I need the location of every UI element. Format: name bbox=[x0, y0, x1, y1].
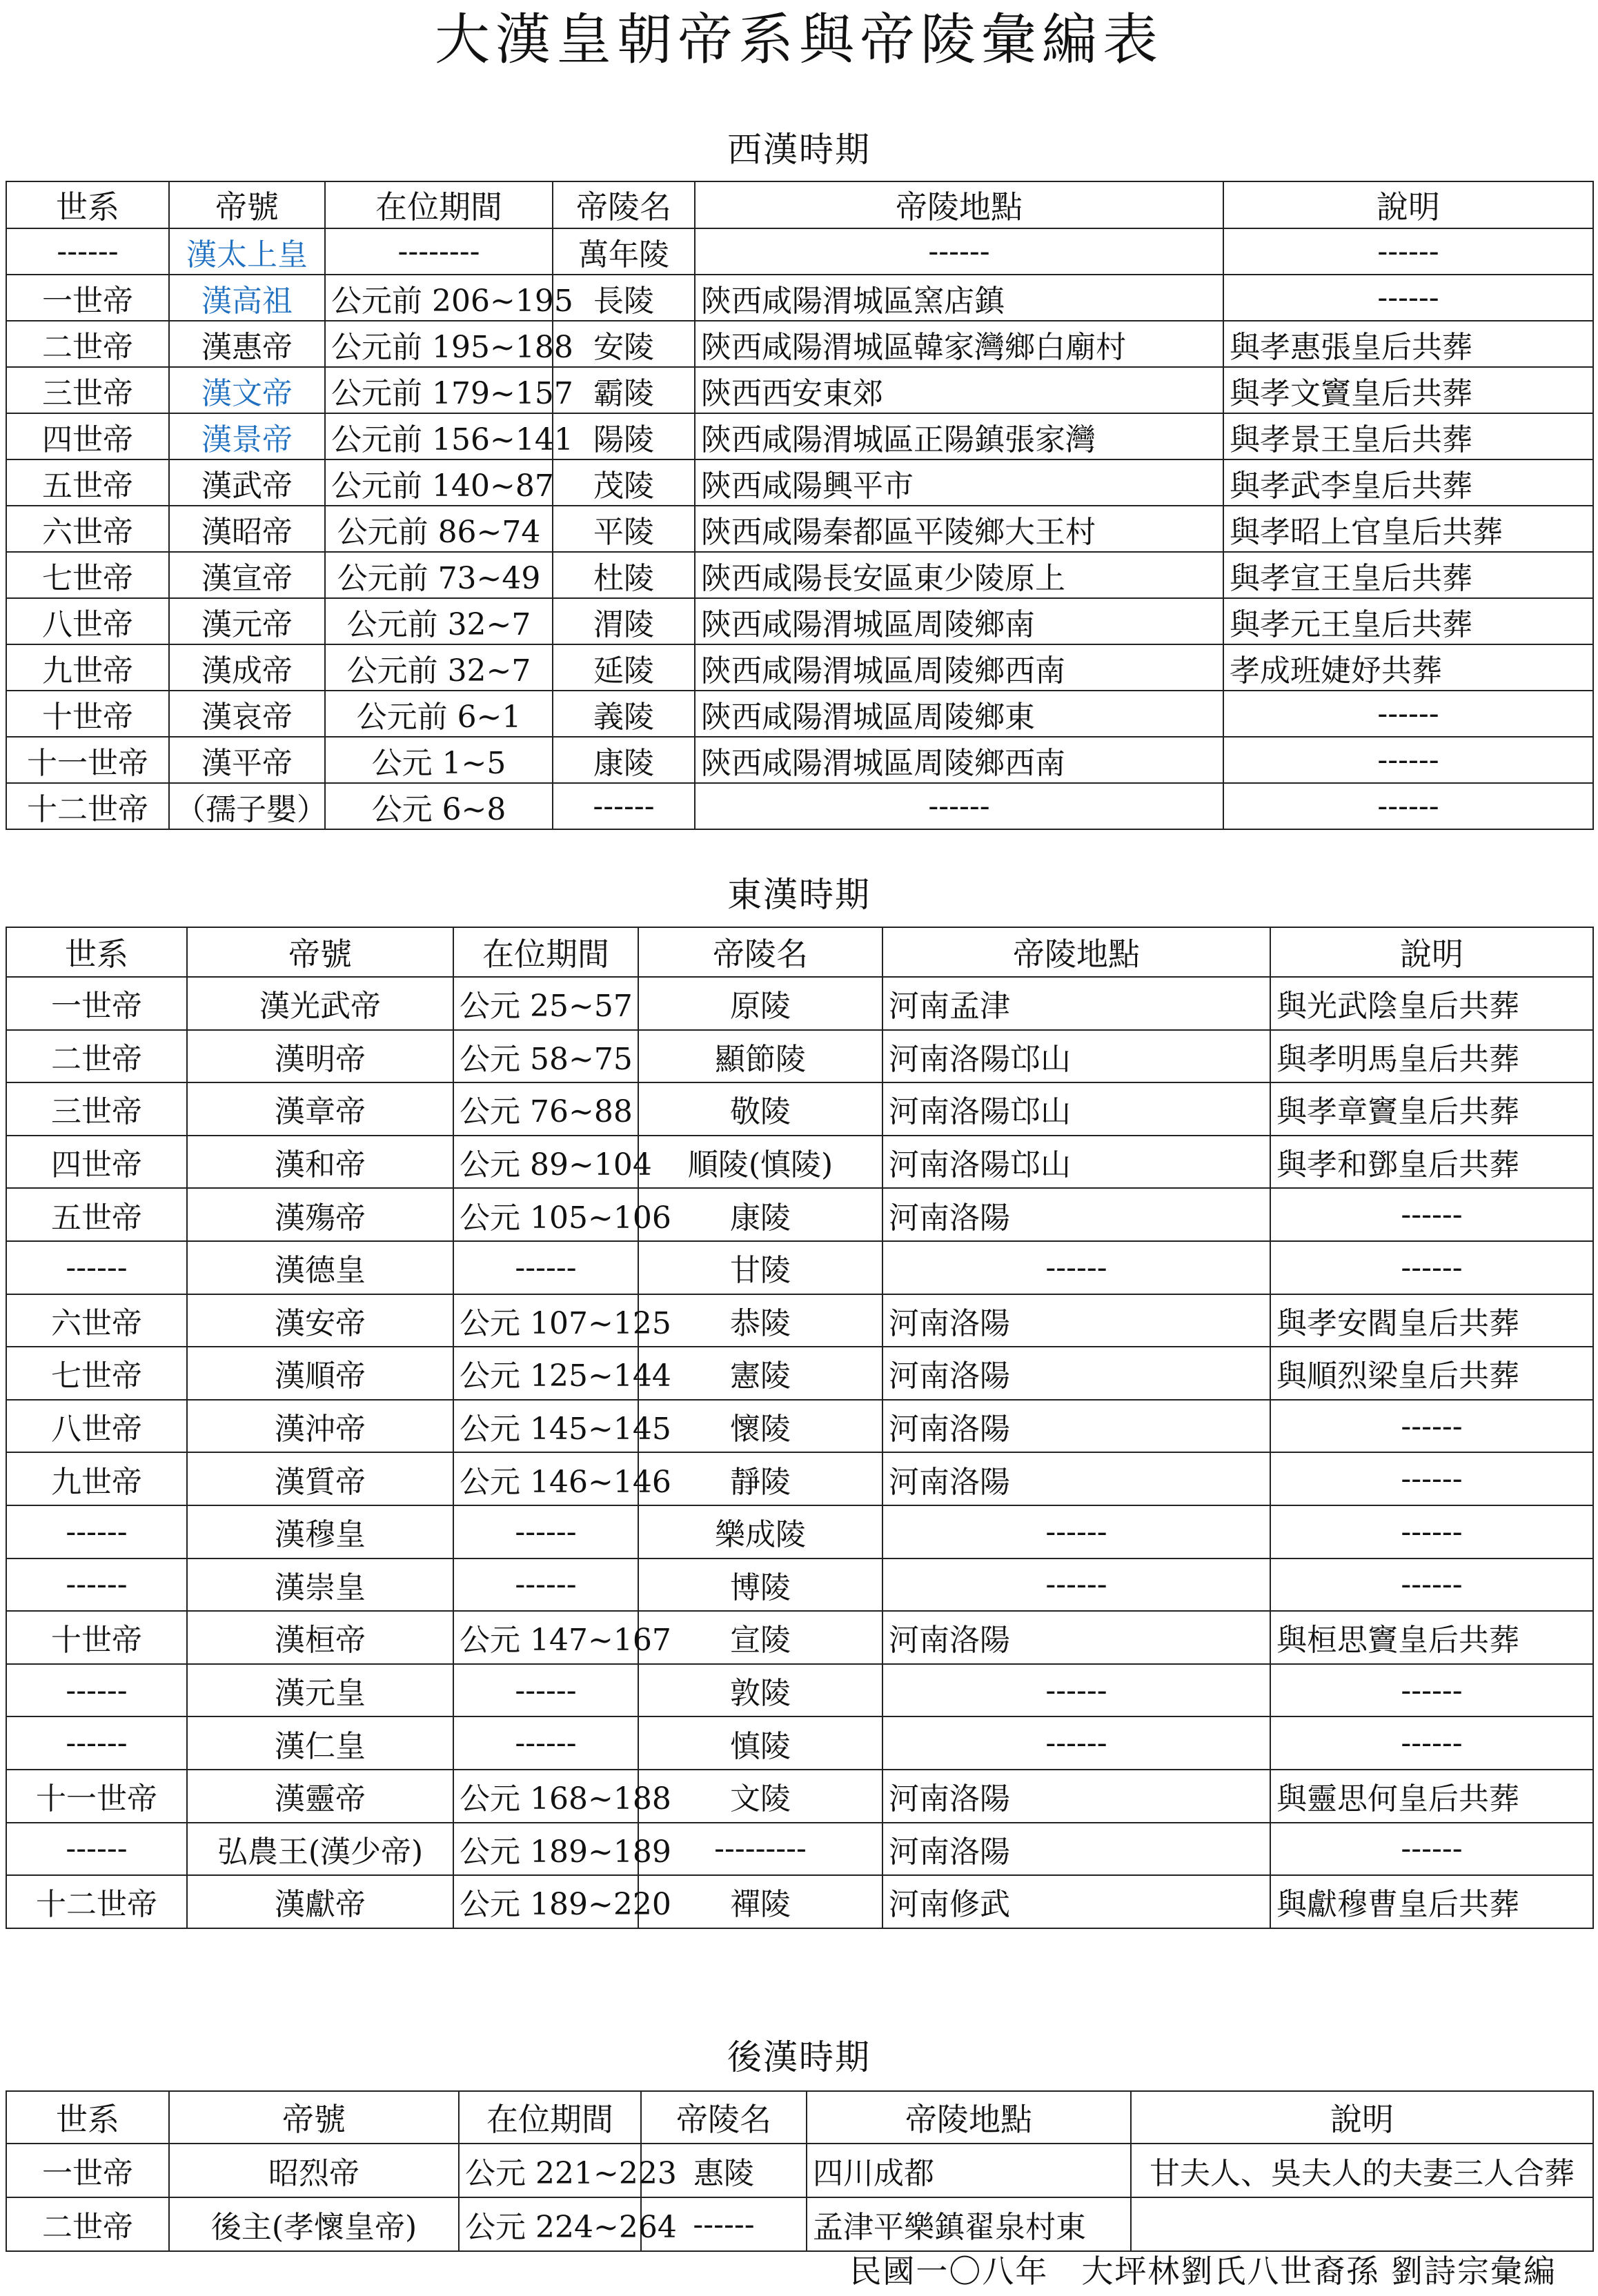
reign-period-cell: 公元 89~104 bbox=[453, 1136, 638, 1189]
tomb-name-cell: 順陵(慎陵) bbox=[638, 1136, 882, 1189]
notes-cell: 與孝惠張皇后共葬 bbox=[1223, 321, 1593, 367]
generation-cell: 七世帝 bbox=[6, 1347, 187, 1400]
tomb-name-cell: 杜陵 bbox=[553, 552, 695, 598]
reign-period-cell: 公元前 86~74 bbox=[325, 506, 553, 552]
tomb-location-cell: 河南洛陽 bbox=[882, 1347, 1270, 1400]
header-reign-period: 在位期間 bbox=[453, 927, 638, 977]
table-row bbox=[6, 2144, 1593, 2197]
reign-period-cell: -------- bbox=[325, 228, 553, 275]
generation-cell: 九世帝 bbox=[6, 1452, 187, 1505]
tomb-name-cell: 延陵 bbox=[553, 644, 695, 691]
header-emperor-title: 帝號 bbox=[169, 2091, 459, 2144]
table-row bbox=[6, 1030, 1593, 1083]
tomb-name-cell: 博陵 bbox=[638, 1558, 882, 1612]
tomb-location-cell: 孟津平樂鎮翟泉村東 bbox=[807, 2197, 1131, 2251]
notes-cell: 與獻穆曹皇后共葬 bbox=[1270, 1875, 1593, 1928]
tomb-location-cell: ------ bbox=[695, 783, 1223, 829]
reign-period-cell: 公元前 195~188 bbox=[325, 321, 553, 367]
tomb-location-cell: 陝西咸陽興平市 bbox=[695, 459, 1223, 506]
emperor-title-cell: 漢昭帝 bbox=[169, 506, 325, 552]
tomb-name-cell: 渭陵 bbox=[553, 598, 695, 644]
table-row bbox=[6, 1188, 1593, 1241]
generation-cell: ------ bbox=[6, 1241, 187, 1294]
tomb-location-cell: 陝西咸陽渭城區周陵鄉東 bbox=[695, 691, 1223, 737]
generation-cell: 五世帝 bbox=[6, 1188, 187, 1241]
emperor-title-cell: 漢太上皇 bbox=[169, 228, 325, 275]
emperor-title-cell: 漢桓帝 bbox=[187, 1611, 453, 1664]
table-row bbox=[6, 783, 1593, 829]
table-row bbox=[6, 367, 1593, 413]
tomb-location-cell: ------ bbox=[882, 1558, 1270, 1612]
reign-period-cell: 公元 58~75 bbox=[453, 1030, 638, 1083]
reign-period-cell: 公元 6~8 bbox=[325, 783, 553, 829]
tomb-location-cell: 河南洛陽 bbox=[882, 1294, 1270, 1347]
generation-cell: 四世帝 bbox=[6, 1136, 187, 1189]
notes-cell: 與孝元王皇后共葬 bbox=[1223, 598, 1593, 644]
tomb-location-cell: 河南洛陽 bbox=[882, 1188, 1270, 1241]
notes-cell: 甘夫人、吳夫人的夫妻三人合葬 bbox=[1131, 2144, 1593, 2197]
emperor-title-cell: 漢明帝 bbox=[187, 1030, 453, 1083]
tomb-location-cell: 陝西咸陽渭城區周陵鄉南 bbox=[695, 598, 1223, 644]
table-row bbox=[6, 1241, 1593, 1294]
emperor-title-cell: 漢哀帝 bbox=[169, 691, 325, 737]
table-row bbox=[6, 1875, 1593, 1928]
tomb-name-cell: 禪陵 bbox=[638, 1875, 882, 1928]
reign-period-cell: 公元前 140~87 bbox=[325, 459, 553, 506]
notes-cell: 與孝和鄧皇后共葬 bbox=[1270, 1136, 1593, 1189]
generation-cell: 二世帝 bbox=[6, 321, 169, 367]
tomb-location-cell: ------ bbox=[882, 1241, 1270, 1294]
generation-cell: 十一世帝 bbox=[6, 737, 169, 783]
notes-cell: ------ bbox=[1270, 1188, 1593, 1241]
tomb-name-cell: --------- bbox=[638, 1823, 882, 1876]
tomb-name-cell: 陽陵 bbox=[553, 413, 695, 459]
generation-cell: 三世帝 bbox=[6, 1082, 187, 1136]
emperor-title-cell: 漢穆皇 bbox=[187, 1505, 453, 1558]
generation-cell: 七世帝 bbox=[6, 552, 169, 598]
reign-period-cell: ------ bbox=[453, 1558, 638, 1612]
section-heading-western-han: 西漢時期 bbox=[727, 130, 871, 170]
generation-cell: ------ bbox=[6, 1716, 187, 1770]
notes-cell: 與孝武李皇后共葬 bbox=[1223, 459, 1593, 506]
tomb-name-cell: 安陵 bbox=[553, 321, 695, 367]
table-row bbox=[6, 1452, 1593, 1505]
notes-cell: 與順烈梁皇后共葬 bbox=[1270, 1347, 1593, 1400]
tomb-location-cell: 河南洛陽 bbox=[882, 1611, 1270, 1664]
tomb-name-cell: 康陵 bbox=[638, 1188, 882, 1241]
tomb-name-cell: 樂成陵 bbox=[638, 1505, 882, 1558]
reign-period-cell: ------ bbox=[453, 1664, 638, 1717]
notes-cell: 與孝宣王皇后共葬 bbox=[1223, 552, 1593, 598]
page-title: 大漢皇朝帝系與帝陵彙編表 bbox=[435, 8, 1163, 72]
tomb-location-cell: 陝西咸陽秦都區平陵鄉大王村 bbox=[695, 506, 1223, 552]
emperor-title-cell: 漢沖帝 bbox=[187, 1400, 453, 1453]
notes-cell: ------ bbox=[1223, 691, 1593, 737]
emperor-title-cell: 漢章帝 bbox=[187, 1082, 453, 1136]
tomb-location-cell: 陝西咸陽渭城區韓家灣鄉白廟村 bbox=[695, 321, 1223, 367]
table-row bbox=[6, 1294, 1593, 1347]
emperor-title-cell: 漢安帝 bbox=[187, 1294, 453, 1347]
tomb-name-cell: 甘陵 bbox=[638, 1241, 882, 1294]
section-heading-later-han: 後漢時期 bbox=[727, 2037, 871, 2077]
table-row bbox=[6, 1558, 1593, 1612]
table-row bbox=[6, 2197, 1593, 2251]
tomb-name-cell: 義陵 bbox=[553, 691, 695, 737]
table-row bbox=[6, 977, 1593, 1030]
tomb-name-cell: 文陵 bbox=[638, 1770, 882, 1823]
table-row bbox=[6, 459, 1593, 506]
tomb-name-cell: 長陵 bbox=[553, 275, 695, 321]
emperor-title-cell: 漢文帝 bbox=[169, 367, 325, 413]
tomb-name-cell: 霸陵 bbox=[553, 367, 695, 413]
western-han-table bbox=[6, 181, 1594, 830]
reign-period-cell: 公元 189~189 bbox=[453, 1823, 638, 1876]
notes-cell: ------ bbox=[1223, 275, 1593, 321]
generation-cell: 六世帝 bbox=[6, 1294, 187, 1347]
generation-cell: 五世帝 bbox=[6, 459, 169, 506]
generation-cell: 二世帝 bbox=[6, 2197, 169, 2251]
tomb-name-cell: 懷陵 bbox=[638, 1400, 882, 1453]
generation-cell: 一世帝 bbox=[6, 275, 169, 321]
emperor-title-cell: 漢仁皇 bbox=[187, 1716, 453, 1770]
generation-cell: 十一世帝 bbox=[6, 1770, 187, 1823]
notes-cell: ------ bbox=[1270, 1558, 1593, 1612]
reign-period-cell: 公元 25~57 bbox=[453, 977, 638, 1030]
table-row bbox=[6, 1082, 1593, 1136]
emperor-title-cell: 漢德皇 bbox=[187, 1241, 453, 1294]
reign-period-cell: 公元 224~264 bbox=[459, 2197, 641, 2251]
notes-cell: ------ bbox=[1270, 1823, 1593, 1876]
notes-cell: 與孝昭上官皇后共葬 bbox=[1223, 506, 1593, 552]
table-row bbox=[6, 598, 1593, 644]
table-row bbox=[6, 506, 1593, 552]
header-notes: 說明 bbox=[1223, 181, 1593, 228]
generation-cell: 十二世帝 bbox=[6, 1875, 187, 1928]
header-tomb-name: 帝陵名 bbox=[553, 181, 695, 228]
tomb-location-cell: ------ bbox=[882, 1664, 1270, 1717]
tomb-name-cell: 茂陵 bbox=[553, 459, 695, 506]
later-han-table bbox=[6, 2090, 1594, 2252]
emperor-title-cell: 漢景帝 bbox=[169, 413, 325, 459]
generation-cell: ------ bbox=[6, 1505, 187, 1558]
table-row bbox=[6, 552, 1593, 598]
reign-period-cell: 公元 168~188 bbox=[453, 1770, 638, 1823]
tomb-location-cell: 河南洛陽 bbox=[882, 1452, 1270, 1505]
notes-cell: ------ bbox=[1223, 783, 1593, 829]
emperor-title-cell: 漢宣帝 bbox=[169, 552, 325, 598]
emperor-title-cell: （孺子嬰） bbox=[169, 783, 325, 829]
tomb-name-cell: 宣陵 bbox=[638, 1611, 882, 1664]
emperor-title-cell: 漢殤帝 bbox=[187, 1188, 453, 1241]
emperor-title-cell: 漢靈帝 bbox=[187, 1770, 453, 1823]
emperor-title-cell: 漢元皇 bbox=[187, 1664, 453, 1717]
reign-period-cell: 公元 147~167 bbox=[453, 1611, 638, 1664]
notes-cell: ------ bbox=[1270, 1716, 1593, 1770]
table-row bbox=[6, 1664, 1593, 1717]
reign-period-cell: 公元 125~144 bbox=[453, 1347, 638, 1400]
emperor-title-cell: 漢成帝 bbox=[169, 644, 325, 691]
notes-cell: ------ bbox=[1270, 1452, 1593, 1505]
generation-cell: 十世帝 bbox=[6, 1611, 187, 1664]
generation-cell: 八世帝 bbox=[6, 598, 169, 644]
generation-cell: 八世帝 bbox=[6, 1400, 187, 1453]
tomb-location-cell: 陝西咸陽長安區東少陵原上 bbox=[695, 552, 1223, 598]
header-generation: 世系 bbox=[6, 2091, 169, 2144]
tomb-location-cell: 陝西咸陽渭城區周陵鄉西南 bbox=[695, 644, 1223, 691]
tomb-location-cell: 陝西咸陽渭城區周陵鄉西南 bbox=[695, 737, 1223, 783]
tomb-name-cell: 顯節陵 bbox=[638, 1030, 882, 1083]
emperor-title-cell: 漢獻帝 bbox=[187, 1875, 453, 1928]
notes-cell: 與孝章竇皇后共葬 bbox=[1270, 1082, 1593, 1136]
reign-period-cell: 公元前 73~49 bbox=[325, 552, 553, 598]
tomb-name-cell: 敦陵 bbox=[638, 1664, 882, 1717]
notes-cell: ------ bbox=[1223, 737, 1593, 783]
table-row bbox=[6, 1770, 1593, 1823]
generation-cell: 六世帝 bbox=[6, 506, 169, 552]
table-row bbox=[6, 691, 1593, 737]
notes-cell: 孝成班婕妤共葬 bbox=[1223, 644, 1593, 691]
tomb-name-cell: 原陵 bbox=[638, 977, 882, 1030]
notes-cell bbox=[1131, 2197, 1593, 2251]
tomb-location-cell: 河南洛陽邙山 bbox=[882, 1136, 1270, 1189]
generation-cell: 二世帝 bbox=[6, 1030, 187, 1083]
reign-period-cell: 公元 107~125 bbox=[453, 1294, 638, 1347]
header-emperor-title: 帝號 bbox=[187, 927, 453, 977]
tomb-name-cell: 憲陵 bbox=[638, 1347, 882, 1400]
reign-period-cell: 公元 145~145 bbox=[453, 1400, 638, 1453]
generation-cell: 一世帝 bbox=[6, 977, 187, 1030]
notes-cell: ------ bbox=[1270, 1241, 1593, 1294]
header-generation: 世系 bbox=[6, 927, 187, 977]
generation-cell: 十二世帝 bbox=[6, 783, 169, 829]
tomb-location-cell: 陝西咸陽渭城區窯店鎮 bbox=[695, 275, 1223, 321]
table-row bbox=[6, 413, 1593, 459]
notes-cell: 與孝明馬皇后共葬 bbox=[1270, 1030, 1593, 1083]
table-row bbox=[6, 1136, 1593, 1189]
tomb-location-cell: 河南洛陽邙山 bbox=[882, 1030, 1270, 1083]
tomb-name-cell: ------ bbox=[553, 783, 695, 829]
tomb-name-cell: 敬陵 bbox=[638, 1082, 882, 1136]
tomb-name-cell: 惠陵 bbox=[641, 2144, 807, 2197]
header-tomb-name: 帝陵名 bbox=[638, 927, 882, 977]
notes-cell: 與光武陰皇后共葬 bbox=[1270, 977, 1593, 1030]
table-row bbox=[6, 275, 1593, 321]
tomb-location-cell: 陝西咸陽渭城區正陽鎮張家灣 bbox=[695, 413, 1223, 459]
tomb-location-cell: ------ bbox=[882, 1505, 1270, 1558]
generation-cell: ------ bbox=[6, 228, 169, 275]
header-tomb-location: 帝陵地點 bbox=[807, 2091, 1131, 2144]
notes-cell: 與孝景王皇后共葬 bbox=[1223, 413, 1593, 459]
notes-cell: ------ bbox=[1223, 228, 1593, 275]
header-notes: 說明 bbox=[1131, 2091, 1593, 2144]
emperor-title-cell: 昭烈帝 bbox=[169, 2144, 459, 2197]
emperor-title-cell: 漢和帝 bbox=[187, 1136, 453, 1189]
emperor-title-cell: 弘農王(漢少帝) bbox=[187, 1823, 453, 1876]
notes-cell: 與孝安閻皇后共葬 bbox=[1270, 1294, 1593, 1347]
tomb-name-cell: 慎陵 bbox=[638, 1716, 882, 1770]
generation-cell: 九世帝 bbox=[6, 644, 169, 691]
tomb-location-cell: ------ bbox=[695, 228, 1223, 275]
reign-period-cell: 公元 146~146 bbox=[453, 1452, 638, 1505]
emperor-title-cell: 漢武帝 bbox=[169, 459, 325, 506]
notes-cell: ------ bbox=[1270, 1664, 1593, 1717]
tomb-location-cell: 四川成都 bbox=[807, 2144, 1131, 2197]
notes-cell: 與孝文竇皇后共葬 bbox=[1223, 367, 1593, 413]
notes-cell: ------ bbox=[1270, 1505, 1593, 1558]
emperor-title-cell: 漢順帝 bbox=[187, 1347, 453, 1400]
table-row bbox=[6, 1716, 1593, 1770]
reign-period-cell: 公元前 6~1 bbox=[325, 691, 553, 737]
emperor-title-cell: 漢高祖 bbox=[169, 275, 325, 321]
notes-cell: 與靈思何皇后共葬 bbox=[1270, 1770, 1593, 1823]
tomb-name-cell: 靜陵 bbox=[638, 1452, 882, 1505]
emperor-title-cell: 後主(孝懷皇帝) bbox=[169, 2197, 459, 2251]
tomb-name-cell: ------ bbox=[641, 2197, 807, 2251]
emperor-title-cell: 漢平帝 bbox=[169, 737, 325, 783]
table-row bbox=[6, 1400, 1593, 1453]
tomb-name-cell: 康陵 bbox=[553, 737, 695, 783]
section-heading-eastern-han: 東漢時期 bbox=[727, 875, 871, 915]
reign-period-cell: 公元前 156~141 bbox=[325, 413, 553, 459]
header-emperor-title: 帝號 bbox=[169, 181, 325, 228]
tomb-location-cell: 河南孟津 bbox=[882, 977, 1270, 1030]
table-row bbox=[6, 1823, 1593, 1876]
tomb-location-cell: 河南洛陽 bbox=[882, 1770, 1270, 1823]
tomb-location-cell: 陝西西安東郊 bbox=[695, 367, 1223, 413]
table-row bbox=[6, 1347, 1593, 1400]
reign-period-cell: 公元 189~220 bbox=[453, 1875, 638, 1928]
header-tomb-name: 帝陵名 bbox=[641, 2091, 807, 2144]
reign-period-cell: 公元 221~223 bbox=[459, 2144, 641, 2197]
header-tomb-location: 帝陵地點 bbox=[695, 181, 1223, 228]
reign-period-cell: 公元前 32~7 bbox=[325, 644, 553, 691]
table-row bbox=[6, 737, 1593, 783]
reign-period-cell: ------ bbox=[453, 1505, 638, 1558]
reign-period-cell: 公元 105~106 bbox=[453, 1188, 638, 1241]
generation-cell: 三世帝 bbox=[6, 367, 169, 413]
notes-cell: 與桓思竇皇后共葬 bbox=[1270, 1611, 1593, 1664]
table-row bbox=[6, 321, 1593, 367]
header-reign-period: 在位期間 bbox=[325, 181, 553, 228]
generation-cell: ------ bbox=[6, 1823, 187, 1876]
table-row bbox=[6, 644, 1593, 691]
tomb-location-cell: 河南洛陽 bbox=[882, 1823, 1270, 1876]
generation-cell: ------ bbox=[6, 1558, 187, 1612]
table-row bbox=[6, 1611, 1593, 1664]
tomb-location-cell: ------ bbox=[882, 1716, 1270, 1770]
compiler-credit: 民國一〇八年 大坪林劉氏八世裔孫 劉詩宗彙編 bbox=[849, 2253, 1557, 2290]
reign-period-cell: 公元前 179~157 bbox=[325, 367, 553, 413]
eastern-han-table bbox=[6, 927, 1594, 1929]
emperor-title-cell: 漢崇皇 bbox=[187, 1558, 453, 1612]
table-row bbox=[6, 228, 1593, 275]
tomb-location-cell: 河南洛陽 bbox=[882, 1400, 1270, 1453]
header-tomb-location: 帝陵地點 bbox=[882, 927, 1270, 977]
reign-period-cell: ------ bbox=[453, 1241, 638, 1294]
header-notes: 說明 bbox=[1270, 927, 1593, 977]
reign-period-cell: ------ bbox=[453, 1716, 638, 1770]
tomb-location-cell: 河南洛陽邙山 bbox=[882, 1082, 1270, 1136]
generation-cell: ------ bbox=[6, 1664, 187, 1717]
header-generation: 世系 bbox=[6, 181, 169, 228]
emperor-title-cell: 漢元帝 bbox=[169, 598, 325, 644]
tomb-name-cell: 平陵 bbox=[553, 506, 695, 552]
table-row bbox=[6, 1505, 1593, 1558]
reign-period-cell: 公元前 206~195 bbox=[325, 275, 553, 321]
notes-cell: ------ bbox=[1270, 1400, 1593, 1453]
generation-cell: 十世帝 bbox=[6, 691, 169, 737]
reign-period-cell: 公元前 32~7 bbox=[325, 598, 553, 644]
tomb-name-cell: 萬年陵 bbox=[553, 228, 695, 275]
reign-period-cell: 公元 76~88 bbox=[453, 1082, 638, 1136]
emperor-title-cell: 漢質帝 bbox=[187, 1452, 453, 1505]
generation-cell: 一世帝 bbox=[6, 2144, 169, 2197]
emperor-title-cell: 漢光武帝 bbox=[187, 977, 453, 1030]
emperor-title-cell: 漢惠帝 bbox=[169, 321, 325, 367]
tomb-name-cell: 恭陵 bbox=[638, 1294, 882, 1347]
tomb-location-cell: 河南修武 bbox=[882, 1875, 1270, 1928]
reign-period-cell: 公元 1~5 bbox=[325, 737, 553, 783]
header-reign-period: 在位期間 bbox=[459, 2091, 641, 2144]
generation-cell: 四世帝 bbox=[6, 413, 169, 459]
